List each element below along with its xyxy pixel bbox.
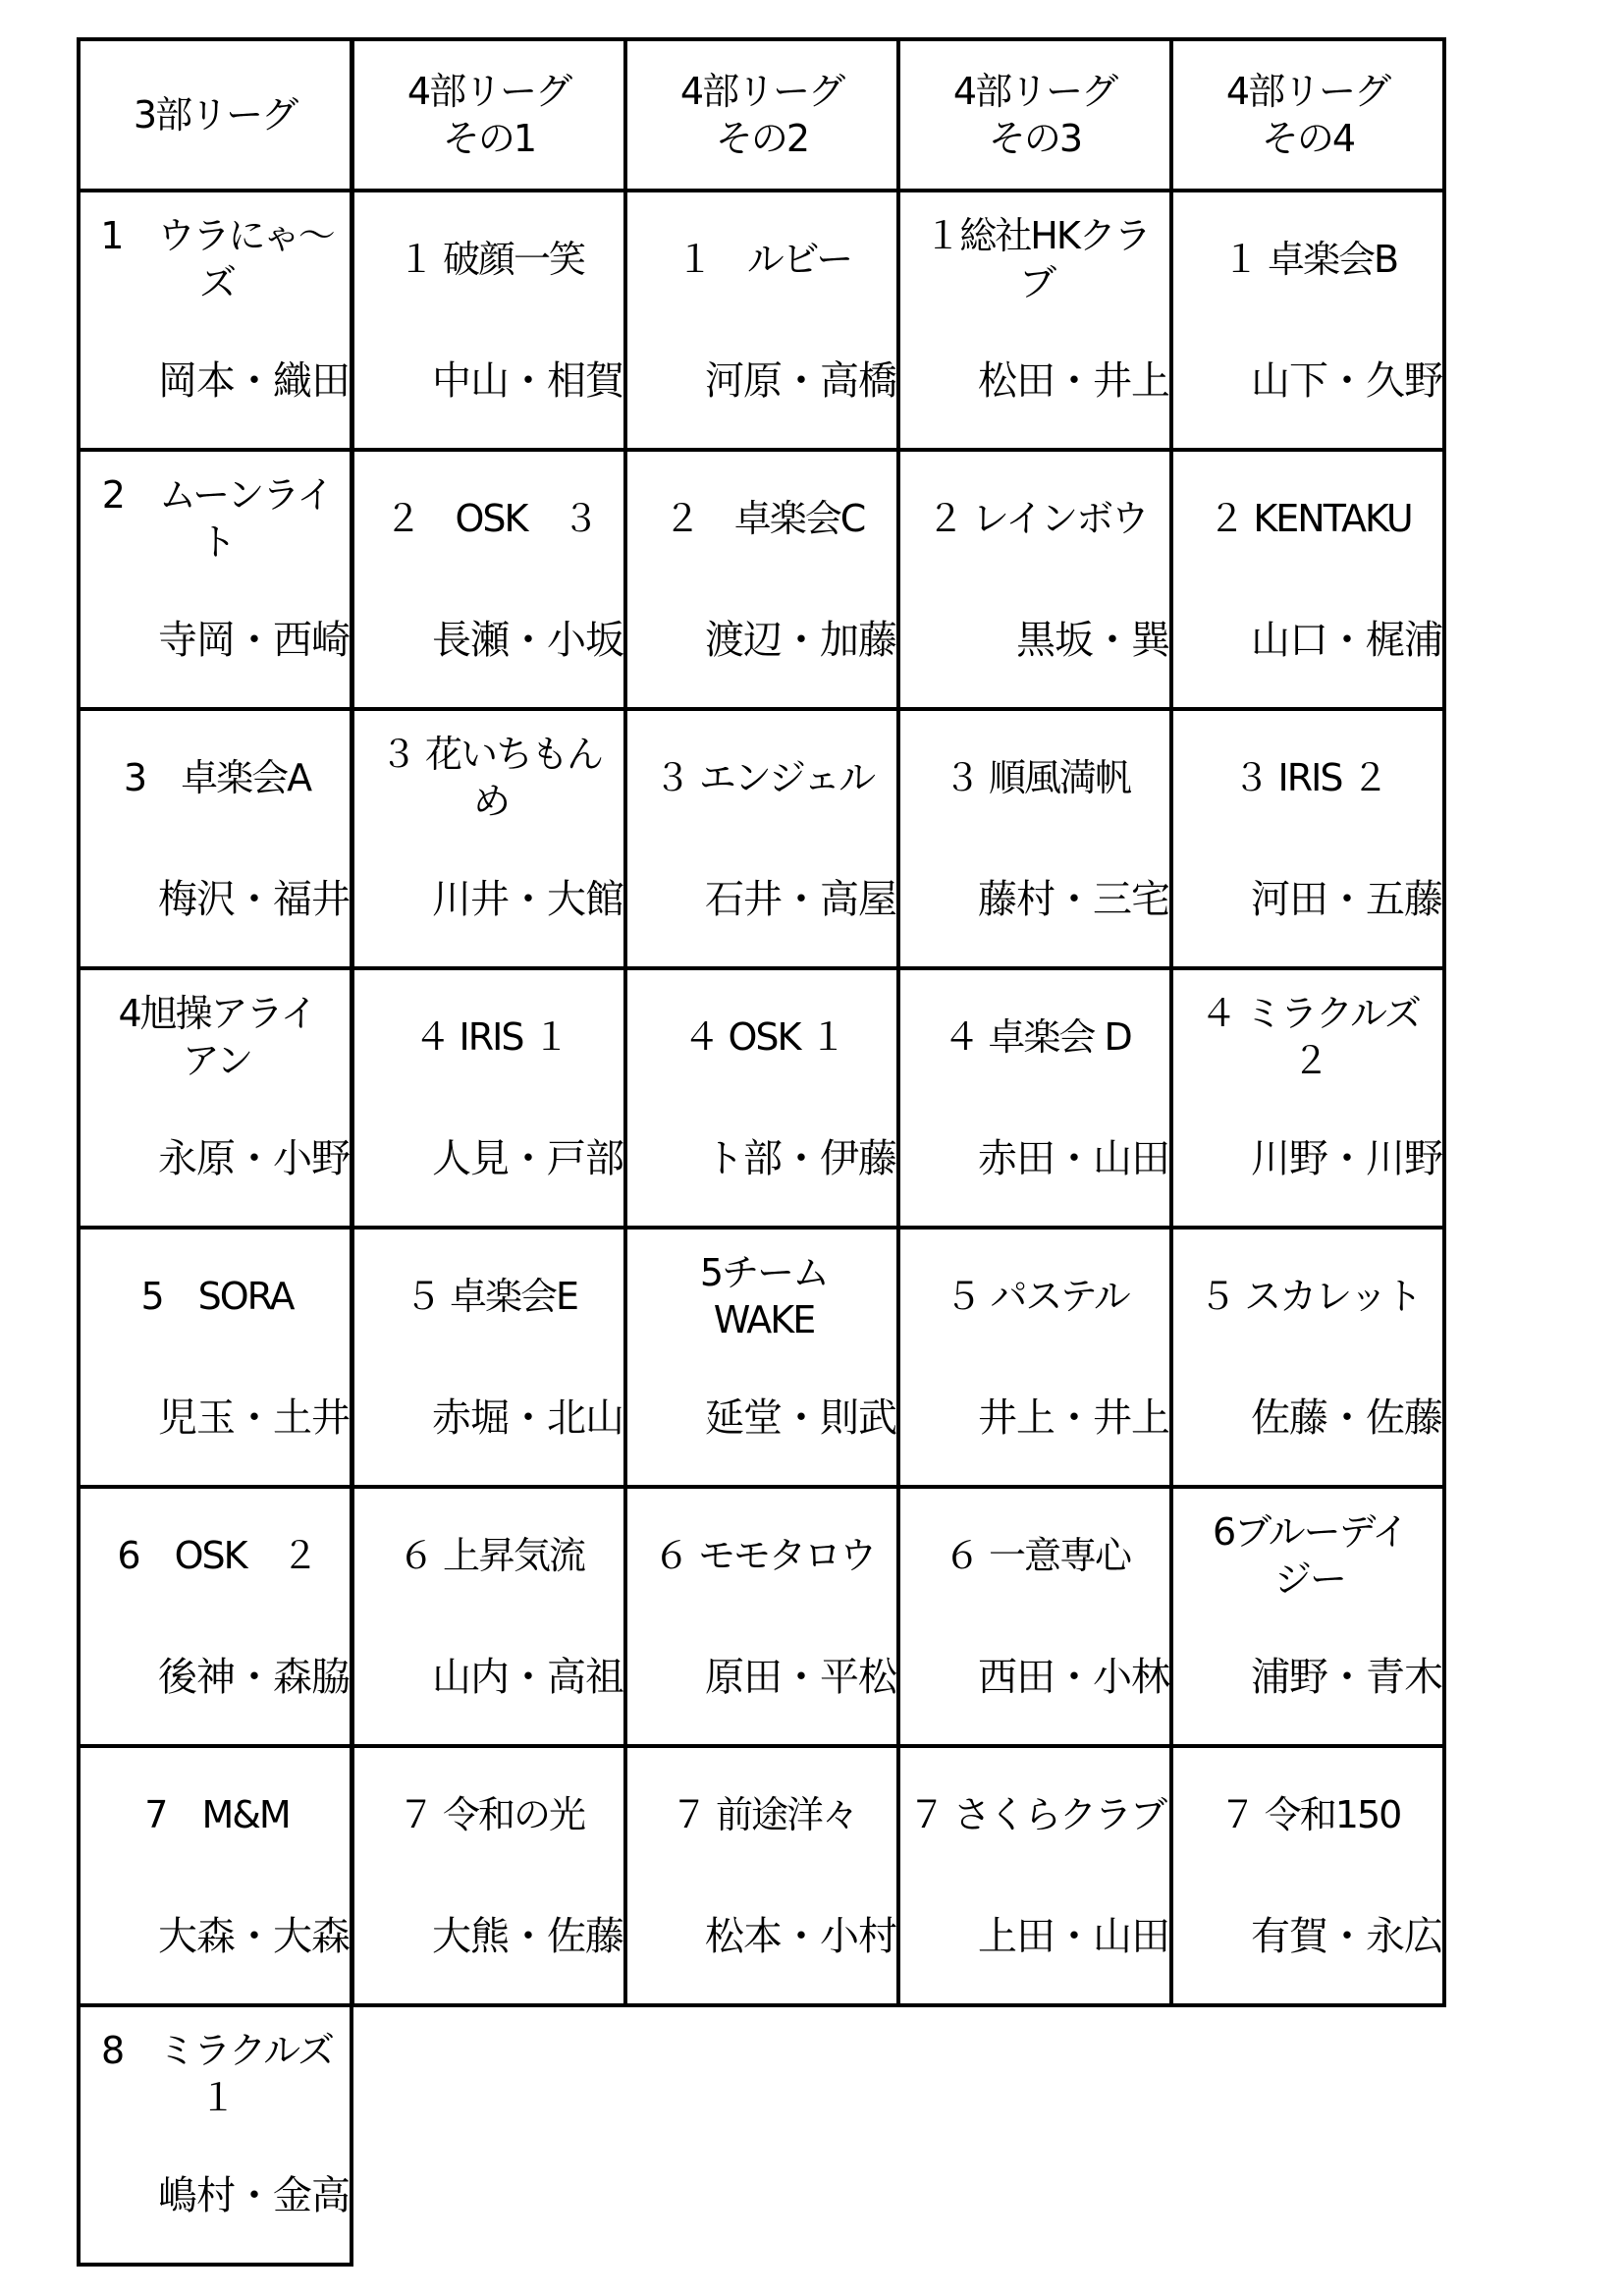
team-cell [77,1744,353,2007]
team-cell [896,448,1173,711]
player-names: 山下・久野 [1251,358,1442,404]
player-names: 赤堀・北山 [432,1395,623,1441]
team-cell [77,2003,353,2267]
team-cell [1169,1226,1446,1489]
team-name: ２ KENTAKU [1208,497,1412,540]
player-names: 川野・川野 [1251,1136,1442,1181]
team-name: ６ 一意専心 [943,1534,1131,1577]
team-cell [896,966,1173,1230]
team-name: ４ 卓楽会 D [943,1015,1131,1059]
player-names: 原田・平松 [705,1655,896,1700]
player-names: 嶋村・金高 [158,2173,350,2218]
team-cell [351,448,627,711]
player-names: 石井・高屋 [705,877,896,922]
team-cell [77,189,353,452]
player-names: 山口・梶浦 [1251,618,1442,663]
team-name: ３ エンジェル [653,756,875,799]
team-name: ４ OSK １ [682,1015,845,1059]
team-name: ３ 順風満帆 [943,756,1131,799]
header-cell [623,37,900,192]
team-name: １ 破顔一笑 [397,238,585,281]
team-name: 5チーム WAKE [699,1251,829,1341]
player-names: 大森・大森 [158,1914,350,1959]
header-cell [77,37,353,192]
team-name: 3 卓楽会A [123,756,311,799]
player-names: 梅沢・福井 [158,877,350,922]
player-names: 西田・小林 [978,1655,1169,1700]
player-names: 大熊・佐藤 [432,1914,623,1959]
header-label: 4部リーグ その2 [679,70,844,160]
player-names: 長瀬・小坂 [432,618,623,663]
team-name: ４ ミラクルズ ２ [1200,992,1420,1082]
player-names: 河田・五藤 [1251,877,1442,922]
player-names: 後神・森脇 [158,1655,350,1700]
team-cell [623,1226,900,1489]
team-cell [896,1485,1173,1748]
player-names: ト部・伊藤 [705,1136,896,1181]
team-cell [1169,707,1446,970]
header-label: 4部リーグ その4 [1225,70,1390,160]
player-names: 児玉・土井 [158,1395,350,1441]
team-cell [1169,1744,1446,2007]
player-names: 浦野・青木 [1251,1655,1442,1700]
team-cell [77,448,353,711]
team-name: 1 ウラにゃ～ ズ [100,214,334,304]
player-names: 中山・相賀 [432,358,623,404]
team-name: ５ パステル [945,1275,1129,1318]
team-cell [623,966,900,1230]
team-name: ６ モモタロウ [652,1534,876,1577]
player-names: 松田・井上 [978,358,1169,404]
team-cell [1169,966,1446,1230]
team-cell [77,1485,353,1748]
team-cell [77,707,353,970]
team-cell [623,707,900,970]
team-cell [896,707,1173,970]
team-name: ７ 令和150 [1218,1793,1401,1836]
team-cell [623,1744,900,2007]
player-names: 岡本・織田 [158,358,350,404]
team-name: ２ レインボウ [926,497,1148,540]
team-cell [1169,189,1446,452]
team-name: 8 ミラクルズ １ [101,2029,333,2119]
header-label: 3部リーグ [133,93,298,137]
player-names: 河原・高橋 [705,358,896,404]
team-name: ７ さくらクラブ [907,1793,1166,1836]
player-names: 川井・大館 [432,877,623,922]
team-name: ７ 令和の光 [397,1793,585,1836]
player-names: 渡辺・加藤 [705,618,896,663]
team-cell [896,189,1173,452]
team-cell [896,1744,1173,2007]
team-name: 6 OSK ２ [117,1534,317,1577]
player-names: 山内・高祖 [432,1655,623,1700]
header-cell [896,37,1173,192]
team-name: ３ IRIS ２ [1232,756,1387,799]
player-names: 黒坂・巽 [1016,618,1169,663]
player-names: 寺岡・西崎 [158,618,350,663]
header-label: 4部リーグ その1 [406,70,571,160]
team-name: ５ 卓楽会E [404,1275,578,1318]
team-name: １総社HKクラ ブ [924,214,1150,304]
header-cell [351,37,627,192]
team-name: 7 M&M [144,1793,290,1836]
team-cell [351,1485,627,1748]
team-name: ６ 上昇気流 [397,1534,585,1577]
team-name: １ 卓楽会B [1221,238,1398,281]
team-name: ２ OSK ３ [384,497,598,540]
team-name: １ ルビー [676,238,852,281]
team-name: 2 ムーンライ ト [101,473,333,564]
team-cell [623,1485,900,1748]
header-label: 4部リーグ その3 [952,70,1117,160]
team-cell [1169,448,1446,711]
team-cell [351,1226,627,1489]
team-cell [77,1226,353,1489]
team-name: 6ブルーデイ ジー [1213,1510,1407,1601]
team-name: ３ 花いちもん め [379,733,603,823]
team-cell [351,966,627,1230]
player-names: 佐藤・佐藤 [1251,1395,1442,1441]
league-table [77,37,1446,2257]
player-names: 人見・戸部 [432,1136,623,1181]
team-cell [351,707,627,970]
player-names: 松本・小村 [705,1914,896,1959]
player-names: 延堂・則武 [705,1395,896,1441]
team-name: 4旭操アライ アン [118,992,316,1082]
team-name: ７ 前途洋々 [670,1793,858,1836]
team-cell [623,448,900,711]
player-names: 有賀・永広 [1251,1914,1442,1959]
header-cell [1169,37,1446,192]
team-cell [351,1744,627,2007]
team-cell [351,189,627,452]
player-names: 井上・井上 [978,1395,1169,1441]
player-names: 赤田・山田 [978,1136,1169,1181]
player-names: 永原・小野 [158,1136,350,1181]
team-cell [1169,1485,1446,1748]
team-cell [896,1226,1173,1489]
team-cell [623,189,900,452]
player-names: 藤村・三宅 [978,877,1169,922]
team-cell [77,966,353,1230]
team-name: 5 SORA [140,1275,294,1318]
team-name: ２ 卓楽会C [663,497,865,540]
team-name: ５ スカレット [1199,1275,1421,1318]
player-names: 上田・山田 [978,1914,1169,1959]
team-name: ４ IRIS １ [413,1015,568,1059]
